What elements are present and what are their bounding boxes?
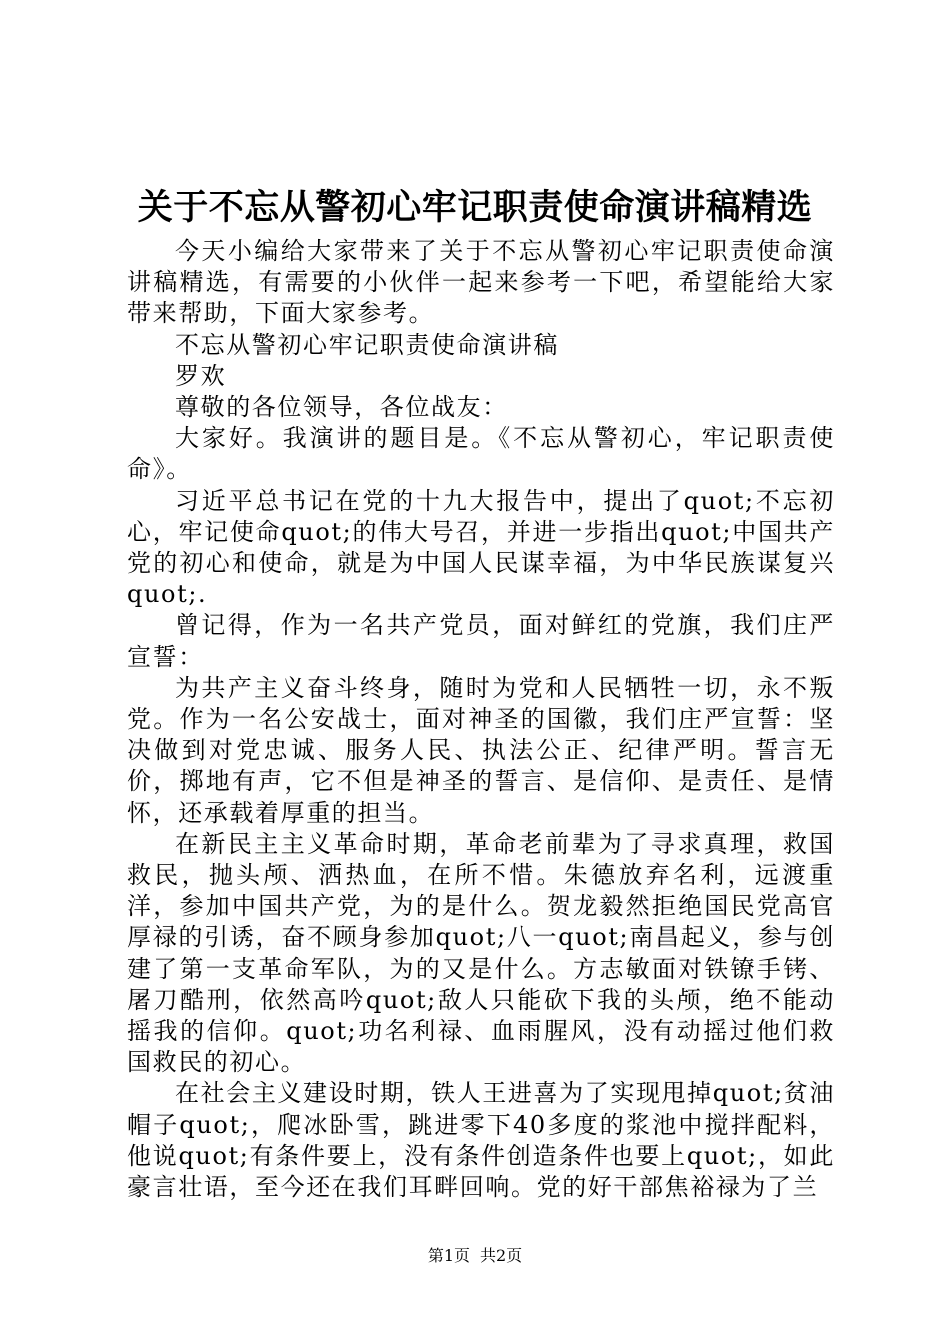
paragraph-greeting: 大家好。我演讲的题目是。《不忘从警初心，牢记职责使命》。 [127,424,835,484]
paragraph-body: 曾记得，作为一名共产党员，面对鲜红的党旗，我们庄严宣誓： [127,611,835,671]
page-footer [0,1245,950,1267]
paragraph-body: 在新民主主义革命时期，革命老前辈为了寻求真理，救国救民，抛头颅、洒热血，在所不惜。朱德放弃名利，远渡重洋，参加中国共产党，为的是什么。贺龙毅然拒绝国民党高官厚禄的引诱，奋不顾身参加quot;八一quot;南昌起义，参与创建了第一支革命军队，为的又是什么。方志敏面对铁镣手铐、屠刀酷刑，依然高吟quot;敌人只能砍下我的头颅，绝不能动摇我的信仰。quot;功名利禄、血雨腥风，没有动摇过他们救国救民的初心。 [127,829,835,1077]
paragraph-intro: 今天小编给大家带来了关于不忘从警初心牢记职责使命演讲稿精选，有需要的小伙伴一起来参考一下吧，希望能给大家带来帮助，下面大家参考。 [127,237,835,328]
document-title: 关于不忘从警初心牢记职责使命演讲稿精选 [137,187,813,228]
document-body [127,236,835,1203]
paragraph-body: 在社会主义建设时期，铁人王进喜为了实现甩掉quot;贫油帽子quot;，爬冰卧雪，跳进零下40多度的浆池中搅拌配料，他说quot;有条件要上，没有条件创造条件也要上quot;，如此豪言壮语，至今还在我们耳畔回响。党的好干部焦裕禄为了兰 [127,1079,835,1202]
paragraph-speech-title: 不忘从警初心牢记职责使命演讲稿 [175,330,559,359]
paragraph-body: 为共产主义奋斗终身，随时为党和人民牺牲一切，永不叛党。作为一名公安战士，面对神圣的国徽，我们庄严宣誓：坚决做到对党忠诚、服务人民、执法公正、纪律严明。誓言无价，掷地有声，它不但是神圣的誓言、是信仰、是责任、是情怀，还承载着厚重的担当。 [127,673,835,827]
paragraph-author: 罗欢 [175,361,227,390]
paragraph-salutation: 尊敬的各位领导，各位战友： [175,393,508,422]
page-total: 共2页 [480,1246,523,1265]
paragraph-body: 习近平总书记在党的十九大报告中，提出了quot;不忘初心，牢记使命quot;的伟大号召，并进一步指出quot;中国共产党的初心和使命，就是为中国人民谋幸福，为中华民族谋复兴quot;. [127,486,835,609]
page-number: 第1页 [427,1246,470,1265]
